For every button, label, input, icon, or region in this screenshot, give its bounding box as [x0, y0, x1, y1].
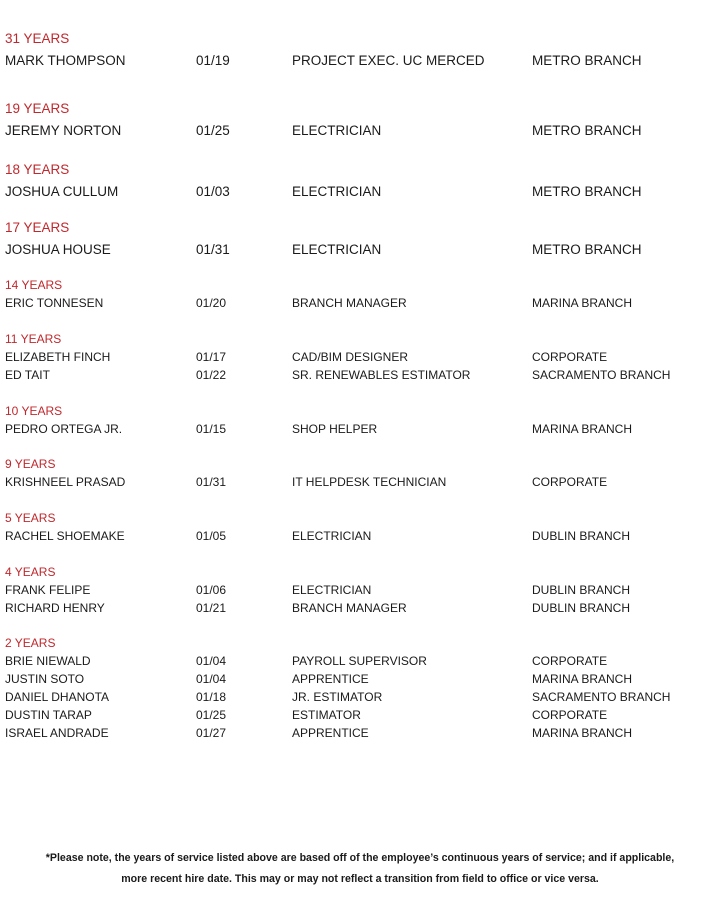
branch: DUBLIN BRANCH [532, 583, 631, 597]
years-heading: 18 YEARS [5, 162, 70, 177]
job-title: SR. RENEWABLES ESTIMATOR [292, 368, 471, 382]
years-heading: 19 YEARS [5, 101, 70, 116]
branch: METRO BRANCH [532, 184, 642, 199]
job-title: ELECTRICIAN [292, 123, 382, 138]
employee-name: MARK THOMPSON [5, 53, 126, 68]
employee-row [5, 366, 720, 384]
anniversary-date: 01/19 [196, 53, 230, 68]
employee-row [5, 181, 720, 203]
employee-row [5, 473, 720, 491]
anniversary-date: 01/31 [196, 475, 227, 489]
job-title: PAYROLL SUPERVISOR [292, 654, 427, 668]
employee-name: DUSTIN TARAP [5, 708, 92, 722]
branch: MARINA BRANCH [532, 726, 633, 740]
employee-row [5, 50, 720, 72]
job-title: ELECTRICIAN [292, 529, 372, 543]
branch: CORPORATE [532, 475, 608, 489]
anniversary-date: 01/03 [196, 184, 230, 199]
employee-row [5, 239, 720, 261]
employee-row [5, 348, 720, 366]
service-group-17-years [5, 217, 720, 261]
job-title: ELECTRICIAN [292, 184, 382, 199]
employee-name: ERIC TONNESEN [5, 296, 104, 310]
service-footnote [10, 848, 710, 890]
branch: METRO BRANCH [532, 53, 642, 68]
anniversary-date: 01/21 [196, 601, 227, 615]
employee-name: JOSHUA HOUSE [5, 242, 111, 257]
service-group-14-years [5, 276, 720, 312]
employee-name: KRISHNEEL PRASAD [5, 475, 126, 489]
anniversary-date: 01/22 [196, 368, 227, 382]
years-heading: 10 YEARS [5, 404, 63, 418]
job-title: IT HELPDESK TECHNICIAN [292, 475, 447, 489]
branch: METRO BRANCH [532, 123, 642, 138]
footnote-line-2: more recent hire date. This may or may not reflect a transition from field to office or vice versa. [121, 873, 599, 885]
anniversary-date: 01/18 [196, 690, 227, 704]
job-title: PROJECT EXEC. UC MERCED [292, 53, 485, 68]
anniversary-date: 01/27 [196, 726, 227, 740]
branch: CORPORATE [532, 708, 608, 722]
anniversary-date: 01/04 [196, 672, 227, 686]
branch: MARINA BRANCH [532, 296, 633, 310]
branch: MARINA BRANCH [532, 672, 633, 686]
service-group-18-years [5, 159, 720, 203]
employee-row [5, 599, 720, 617]
employee-row [5, 581, 720, 599]
anniversary-date: 01/15 [196, 422, 227, 436]
job-title: ELECTRICIAN [292, 242, 382, 257]
years-heading: 9 YEARS [5, 457, 56, 471]
job-title: CAD/BIM DESIGNER [292, 350, 409, 364]
service-group-31-years [5, 28, 720, 72]
employee-row [5, 294, 720, 312]
job-title: APPRENTICE [292, 726, 369, 740]
service-group-19-years [5, 98, 720, 142]
years-heading: 17 YEARS [5, 220, 70, 235]
employee-row [5, 706, 720, 724]
employee-name: FRANK FELIPE [5, 583, 91, 597]
anniversary-date: 01/20 [196, 296, 227, 310]
years-heading: 5 YEARS [5, 511, 56, 525]
branch: DUBLIN BRANCH [532, 529, 631, 543]
years-heading: 11 YEARS [5, 332, 62, 346]
employee-row [5, 527, 720, 545]
service-group-2-years [5, 634, 720, 742]
service-group-10-years [5, 402, 720, 438]
anniversary-date: 01/25 [196, 708, 227, 722]
employee-name: DANIEL DHANOTA [5, 690, 110, 704]
employee-name: BRIE NIEWALD [5, 654, 91, 668]
job-title: ELECTRICIAN [292, 583, 372, 597]
employee-row [5, 724, 720, 742]
anniversary-date: 01/05 [196, 529, 227, 543]
branch: CORPORATE [532, 350, 608, 364]
branch: CORPORATE [532, 654, 608, 668]
branch: DUBLIN BRANCH [532, 601, 631, 615]
footnote-line-1: *Please note, the years of service listed above are based off of the employee’s continuous years of service; and if applicable, [45, 852, 675, 864]
employee-name: ELIZABETH FINCH [5, 350, 111, 364]
service-group-4-years [5, 563, 720, 617]
employee-name: ED TAIT [5, 368, 50, 382]
employee-name: PEDRO ORTEGA JR. [5, 422, 123, 436]
employee-row [5, 652, 720, 670]
anniversary-date: 01/17 [196, 350, 227, 364]
employee-row [5, 120, 720, 142]
years-heading: 4 YEARS [5, 565, 56, 579]
employee-name: JOSHUA CULLUM [5, 184, 119, 199]
branch: METRO BRANCH [532, 242, 642, 257]
service-group-11-years [5, 330, 720, 384]
job-title: BRANCH MANAGER [292, 601, 407, 615]
anniversary-date: 01/25 [196, 123, 230, 138]
branch: SACRAMENTO BRANCH [532, 690, 671, 704]
service-group-5-years [5, 509, 720, 545]
years-heading: 2 YEARS [5, 636, 56, 650]
anniversary-date: 01/04 [196, 654, 227, 668]
employee-row [5, 688, 720, 706]
job-title: ESTIMATOR [292, 708, 361, 722]
branch: SACRAMENTO BRANCH [532, 368, 671, 382]
years-heading: 14 YEARS [5, 278, 63, 292]
anniversary-date: 01/31 [196, 242, 230, 257]
employee-name: RACHEL SHOEMAKE [5, 529, 125, 543]
employee-name: JEREMY NORTON [5, 123, 122, 138]
employee-name: RICHARD HENRY [5, 601, 105, 615]
job-title: SHOP HELPER [292, 422, 378, 436]
job-title: APPRENTICE [292, 672, 369, 686]
job-title: BRANCH MANAGER [292, 296, 407, 310]
branch: MARINA BRANCH [532, 422, 633, 436]
anniversary-date: 01/06 [196, 583, 227, 597]
employee-name: ISRAEL ANDRADE [5, 726, 109, 740]
service-group-9-years [5, 455, 720, 491]
employee-row [5, 670, 720, 688]
job-title: JR. ESTIMATOR [292, 690, 383, 704]
employee-name: JUSTIN SOTO [5, 672, 85, 686]
years-heading: 31 YEARS [5, 31, 70, 46]
employee-row [5, 420, 720, 438]
